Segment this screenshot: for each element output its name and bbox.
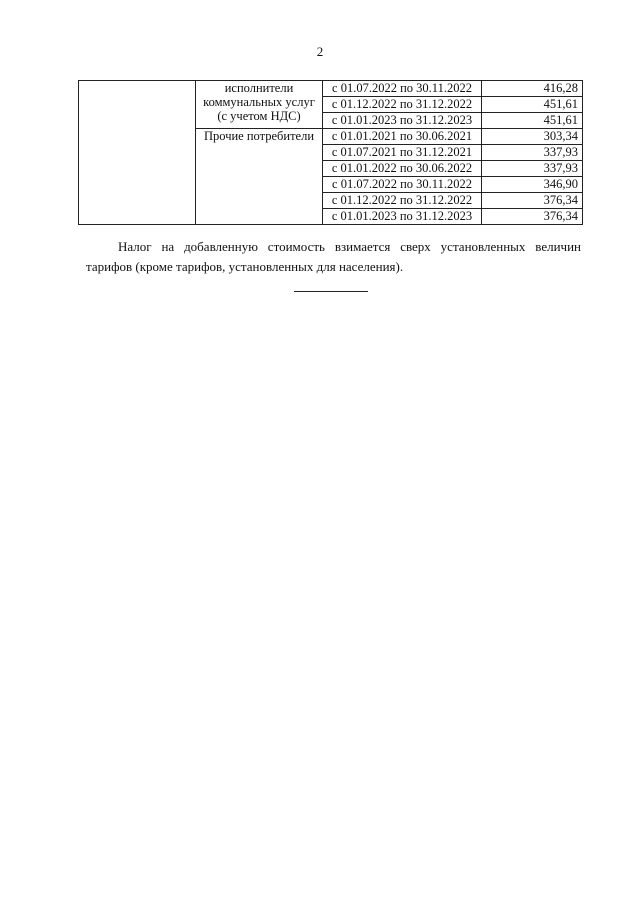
period-cell: с 01.07.2022 по 30.11.2022 bbox=[323, 177, 482, 193]
end-rule bbox=[294, 291, 368, 292]
table-row bbox=[79, 81, 583, 97]
empty-cell bbox=[79, 81, 196, 225]
page-number: 2 bbox=[316, 44, 324, 59]
category-line: (с учетом НДС) bbox=[217, 109, 301, 123]
value-cell: 303,34 bbox=[482, 129, 583, 145]
period-cell: с 01.01.2022 по 30.06.2022 bbox=[323, 161, 482, 177]
period-cell: с 01.07.2022 по 30.11.2022 bbox=[323, 81, 482, 97]
period-cell: с 01.12.2022 по 31.12.2022 bbox=[323, 193, 482, 209]
period-cell: с 01.12.2022 по 31.12.2022 bbox=[323, 97, 482, 113]
period-cell: с 01.07.2021 по 31.12.2021 bbox=[323, 145, 482, 161]
value-cell: 451,61 bbox=[482, 113, 583, 129]
category-cell bbox=[196, 81, 323, 129]
period-cell: с 01.01.2021 по 30.06.2021 bbox=[323, 129, 482, 145]
period-cell: с 01.01.2023 по 31.12.2023 bbox=[323, 209, 482, 225]
value-cell: 337,93 bbox=[482, 161, 583, 177]
value-cell: 337,93 bbox=[482, 145, 583, 161]
tariff-table bbox=[78, 80, 583, 225]
vat-note: Налог на добавленную стоимость взимается сверх установленных величин тарифов (кроме тарифов, установленных для населения). bbox=[86, 239, 581, 274]
category-cell: Прочие потребители bbox=[196, 129, 323, 225]
value-cell: 451,61 bbox=[482, 97, 583, 113]
period-cell: с 01.01.2023 по 31.12.2023 bbox=[323, 113, 482, 129]
value-cell: 376,34 bbox=[482, 193, 583, 209]
category-line: исполнители bbox=[224, 81, 294, 95]
value-cell: 416,28 bbox=[482, 81, 583, 97]
category-line: коммунальных услуг bbox=[203, 95, 315, 109]
value-cell: 346,90 bbox=[482, 177, 583, 193]
value-cell: 376,34 bbox=[482, 209, 583, 225]
